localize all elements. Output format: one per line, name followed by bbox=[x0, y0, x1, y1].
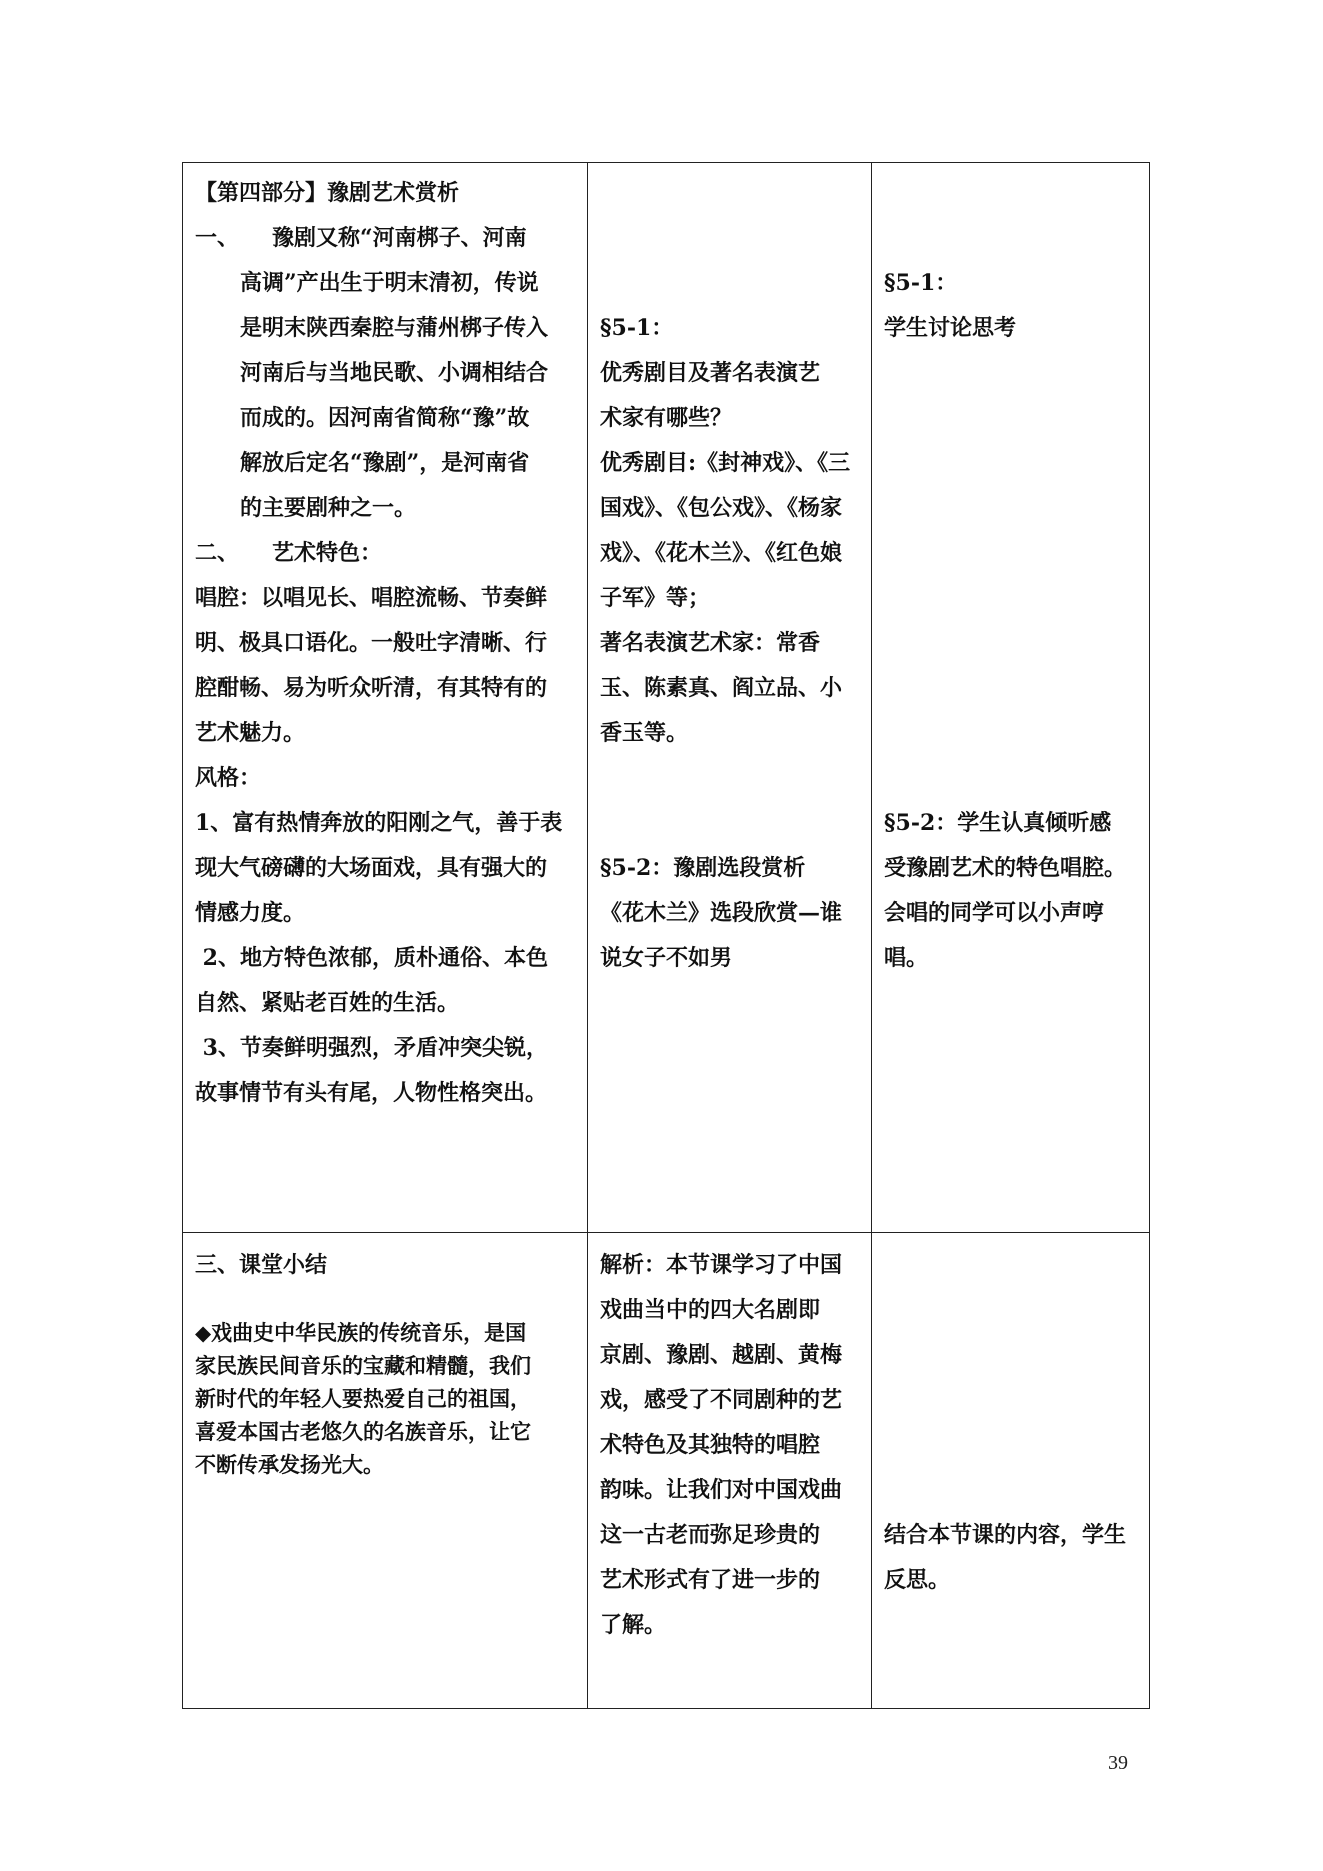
analysis-line: 韵味。让我们对中国戏曲 bbox=[600, 1477, 843, 1503]
summary-line: ◆戏曲史中华民族的传统音乐，是国 bbox=[195, 1320, 527, 1345]
reflection-line: 结合本节课的内容，学生 bbox=[884, 1522, 1127, 1548]
summary-heading: 三、课堂小结 bbox=[195, 1252, 328, 1278]
page-number: 39 bbox=[1108, 1752, 1128, 1774]
item1-line: 的主要剧种之一。 bbox=[240, 495, 417, 521]
activity-line: 子军》等； bbox=[600, 585, 711, 611]
summary-line: 新时代的年轻人要热爱自己的祖国， bbox=[195, 1386, 531, 1411]
analysis-line: 术特色及其独特的唱腔 bbox=[600, 1432, 821, 1458]
student-line: §5-2：学生认真倾听感 bbox=[884, 810, 1112, 836]
item2-heading: 二、 艺术特色： bbox=[195, 540, 383, 566]
item1-line: 解放后定名“豫剧”，是河南省 bbox=[240, 450, 530, 476]
style-line: 故事情节有头有尾，人物性格突出。 bbox=[195, 1080, 548, 1106]
activity-line: 著名表演艺术家：常香 bbox=[600, 630, 821, 656]
student-line: 学生讨论思考 bbox=[884, 315, 1017, 341]
activity-line: 优秀剧目:《封神戏》、《三 bbox=[600, 450, 851, 476]
summary-line: 喜爱本国古老悠久的名族音乐，让它 bbox=[195, 1419, 531, 1444]
activity-line: 玉、陈素真、阎立品、小 bbox=[600, 675, 843, 701]
item1-line: 而成的。因河南省简称“豫”故 bbox=[240, 405, 530, 431]
analysis-line: 艺术形式有了进一步的 bbox=[600, 1567, 821, 1593]
cell-student-activity bbox=[872, 163, 1150, 1233]
summary-line: 家民族民间音乐的宝藏和精髓，我们 bbox=[195, 1353, 531, 1378]
analysis-line: 这一古老而弥足珍贵的 bbox=[600, 1522, 821, 1548]
analysis-line: 了解。 bbox=[600, 1612, 667, 1638]
analysis-line: 戏，感受了不同剧种的艺 bbox=[600, 1387, 843, 1413]
reflection-line: 反思。 bbox=[884, 1567, 951, 1593]
style-label: 风格： bbox=[195, 765, 262, 791]
item1-line: 高调”产出生于明末清初，传说 bbox=[240, 270, 539, 296]
singing-line: 腔酣畅、易为听众听清，有其特有的 bbox=[195, 675, 548, 701]
cell-summary-content bbox=[183, 1233, 588, 1709]
student-line: 会唱的同学可以小声哼 bbox=[884, 900, 1105, 926]
activity-line: 说女子不如男 bbox=[600, 945, 733, 971]
activity-line: 《花木兰》选段欣赏—谁 bbox=[600, 900, 843, 926]
style-line: 3、节奏鲜明强烈，矛盾冲突尖锐， bbox=[195, 1035, 548, 1061]
activity-line: §5-2：豫剧选段赏析 bbox=[600, 855, 806, 881]
student-line: 受豫剧艺术的特色唱腔。 bbox=[884, 855, 1127, 881]
singing-line: 艺术魅力。 bbox=[195, 720, 306, 746]
lesson-plan-table bbox=[182, 162, 1150, 1709]
activity-line: 香玉等。 bbox=[600, 720, 689, 746]
activity-line: 国戏》、《包公戏》、《杨家 bbox=[600, 495, 843, 521]
item1-line: 河南后与当地民歌、小调相结合 bbox=[240, 360, 549, 386]
analysis-line: 解析：本节课学习了中国 bbox=[600, 1252, 843, 1278]
item1-first-line: 一、 豫剧又称“河南梆子、河南 bbox=[195, 225, 527, 251]
table-row-summary bbox=[183, 1233, 1150, 1709]
style-line: 现大气磅礴的大场面戏，具有强大的 bbox=[195, 855, 548, 881]
style-line: 自然、紧贴老百姓的生活。 bbox=[195, 990, 460, 1016]
style-line: 情感力度。 bbox=[195, 900, 306, 926]
activity-line: 戏》、《花木兰》、《红色娘 bbox=[600, 540, 843, 566]
cell-summary-analysis bbox=[588, 1233, 872, 1709]
activity-line: §5-1： bbox=[600, 315, 674, 341]
style-line: 1、富有热情奔放的阳刚之气，善于表 bbox=[195, 810, 563, 836]
item1-line: 是明末陕西秦腔与蒲州梆子传入 bbox=[240, 315, 549, 341]
activity-line: 术家有哪些？ bbox=[600, 405, 733, 431]
section-heading: 【第四部分】豫剧艺术赏析 bbox=[195, 180, 460, 206]
student-line: §5-1： bbox=[884, 270, 958, 296]
table-row-section4 bbox=[183, 163, 1150, 1233]
cell-teaching-content bbox=[183, 163, 588, 1233]
style-line: 2、地方特色浓郁，质朴通俗、本色 bbox=[195, 945, 548, 971]
summary-line: 不断传承发扬光大。 bbox=[195, 1452, 384, 1477]
activity-line: 优秀剧目及著名表演艺 bbox=[600, 360, 821, 386]
cell-summary-student bbox=[872, 1233, 1150, 1709]
student-line: 唱。 bbox=[884, 945, 929, 971]
singing-line: 唱腔：以唱见长、唱腔流畅、节奏鲜 bbox=[195, 585, 548, 611]
analysis-line: 戏曲当中的四大名剧即 bbox=[600, 1297, 821, 1323]
singing-line: 明、极具口语化。一般吐字清晰、行 bbox=[195, 630, 548, 656]
cell-teacher-activity bbox=[588, 163, 872, 1233]
analysis-line: 京剧、豫剧、越剧、黄梅 bbox=[600, 1342, 843, 1368]
